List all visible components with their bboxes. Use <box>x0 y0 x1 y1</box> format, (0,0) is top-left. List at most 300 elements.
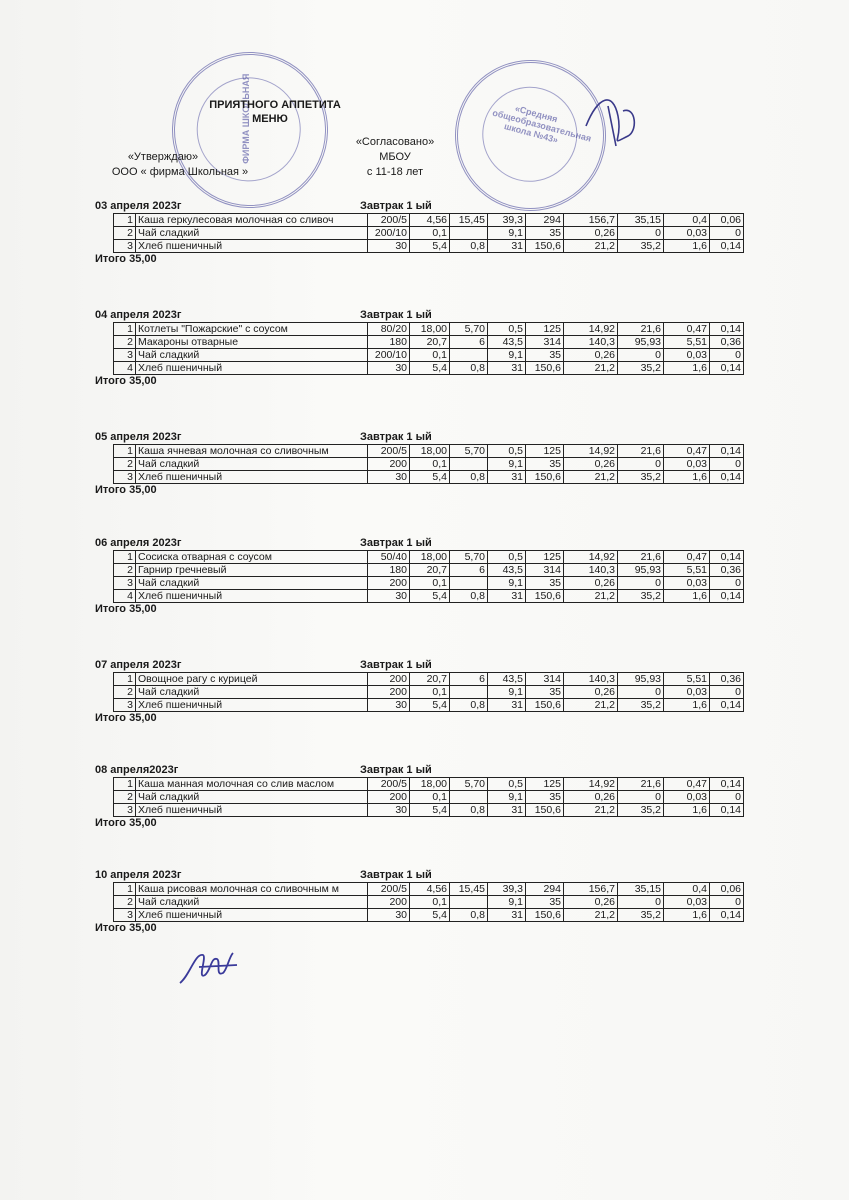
table-cell: 1,6 <box>664 471 710 484</box>
table-cell: 0,14 <box>710 909 744 922</box>
table-cell: 0 <box>710 686 744 699</box>
table-cell: 21,2 <box>564 699 618 712</box>
table-cell: 156,7 <box>564 214 618 227</box>
table-cell <box>450 349 488 362</box>
table-cell: 5,4 <box>410 240 450 253</box>
table-cell: 150,6 <box>526 362 564 375</box>
row-number: 2 <box>114 458 136 471</box>
table-row <box>114 909 744 922</box>
right-stamp-text: «Средняя общеобразовательная школа №43» <box>491 103 593 146</box>
table-row <box>114 686 744 699</box>
table-cell: 30 <box>368 590 410 603</box>
day-total: Итого 35,00 <box>95 484 157 496</box>
table-cell: 0,03 <box>664 227 710 240</box>
table-row <box>114 362 744 375</box>
table-cell: 200 <box>368 577 410 590</box>
day-total: Итого 35,00 <box>95 375 157 387</box>
day-total: Итого 35,00 <box>95 712 157 724</box>
table-row <box>114 577 744 590</box>
dish-name: Сосиска отварная с соусом <box>136 551 368 564</box>
table-cell <box>450 458 488 471</box>
table-cell: 35,2 <box>618 590 664 603</box>
table-row <box>114 699 744 712</box>
table-cell: 0,14 <box>710 240 744 253</box>
table-cell: 0,26 <box>564 227 618 240</box>
table-cell: 31 <box>488 471 526 484</box>
table-cell: 0,26 <box>564 349 618 362</box>
table-cell: 0,1 <box>410 896 450 909</box>
day-date: 05 апреля 2023г <box>95 431 182 443</box>
table-cell: 35,2 <box>618 471 664 484</box>
table-cell: 14,92 <box>564 323 618 336</box>
table-cell: 0 <box>710 896 744 909</box>
table-cell: 31 <box>488 909 526 922</box>
table-cell: 0,4 <box>664 214 710 227</box>
dish-name: Чай сладкий <box>136 896 368 909</box>
dish-name: Хлеб пшеничный <box>136 362 368 375</box>
table-row <box>114 791 744 804</box>
table-cell: 200 <box>368 673 410 686</box>
table-cell: 0,4 <box>664 883 710 896</box>
table-cell: 314 <box>526 336 564 349</box>
table-cell: 35 <box>526 349 564 362</box>
meal-label: Завтрак 1 ый <box>360 200 432 212</box>
table-cell: 21,2 <box>564 804 618 817</box>
table-cell: 200 <box>368 458 410 471</box>
row-number: 1 <box>114 214 136 227</box>
table-cell: 35,15 <box>618 883 664 896</box>
table-row <box>114 323 744 336</box>
table-cell: 35 <box>526 577 564 590</box>
table-cell: 95,93 <box>618 673 664 686</box>
menu-table <box>113 322 744 375</box>
table-cell: 5,4 <box>410 909 450 922</box>
table-cell: 15,45 <box>450 214 488 227</box>
table-cell: 31 <box>488 804 526 817</box>
table-cell: 21,2 <box>564 362 618 375</box>
table-cell: 140,3 <box>564 673 618 686</box>
table-cell: 294 <box>526 883 564 896</box>
table-cell: 39,3 <box>488 883 526 896</box>
table-cell: 14,92 <box>564 778 618 791</box>
table-cell <box>450 227 488 240</box>
row-number: 2 <box>114 686 136 699</box>
signature-bottom <box>175 945 245 990</box>
table-cell: 0,8 <box>450 804 488 817</box>
header-approved: «Утверждаю» <box>127 151 199 163</box>
table-cell: 18,00 <box>410 551 450 564</box>
menu-table <box>113 672 744 712</box>
table-cell: 30 <box>368 909 410 922</box>
row-number: 1 <box>114 883 136 896</box>
row-number: 2 <box>114 896 136 909</box>
table-cell: 9,1 <box>488 227 526 240</box>
table-cell: 0,5 <box>488 778 526 791</box>
table-cell: 314 <box>526 564 564 577</box>
table-cell: 0,14 <box>710 445 744 458</box>
table-cell: 200/5 <box>368 778 410 791</box>
dish-name: Котлеты "Пожарские" с соусом <box>136 323 368 336</box>
table-cell: 0,06 <box>710 883 744 896</box>
table-cell: 0,1 <box>410 686 450 699</box>
table-cell: 1,6 <box>664 240 710 253</box>
table-cell: 21,6 <box>618 551 664 564</box>
table-cell: 9,1 <box>488 791 526 804</box>
table-cell: 35,2 <box>618 909 664 922</box>
table-cell: 0,1 <box>410 349 450 362</box>
row-number: 1 <box>114 445 136 458</box>
table-row <box>114 673 744 686</box>
day-total: Итого 35,00 <box>95 253 157 265</box>
table-cell: 20,7 <box>410 336 450 349</box>
meal-label: Завтрак 1 ый <box>360 869 432 881</box>
row-number: 3 <box>114 471 136 484</box>
dish-name: Овощное рагу с курицей <box>136 673 368 686</box>
table-cell: 30 <box>368 804 410 817</box>
menu-table <box>113 882 744 922</box>
table-cell: 200/5 <box>368 883 410 896</box>
table-row <box>114 804 744 817</box>
table-cell: 180 <box>368 564 410 577</box>
row-number: 2 <box>114 564 136 577</box>
dish-name: Каша манная молочная со слив маслом <box>136 778 368 791</box>
table-cell: 0,03 <box>664 896 710 909</box>
table-cell: 1,6 <box>664 699 710 712</box>
table-cell: 5,70 <box>450 551 488 564</box>
row-number: 3 <box>114 804 136 817</box>
table-cell: 0,47 <box>664 323 710 336</box>
row-number: 4 <box>114 362 136 375</box>
table-cell: 0,03 <box>664 458 710 471</box>
dish-name: Хлеб пшеничный <box>136 699 368 712</box>
table-cell: 200 <box>368 896 410 909</box>
table-cell: 156,7 <box>564 883 618 896</box>
table-cell: 5,4 <box>410 471 450 484</box>
table-cell: 21,2 <box>564 471 618 484</box>
left-stamp-text: ФИРМА ШКОЛЬНАЯ <box>240 73 251 164</box>
day-total: Итого 35,00 <box>95 817 157 829</box>
table-cell: 0,8 <box>450 240 488 253</box>
table-row <box>114 445 744 458</box>
dish-name: Хлеб пшеничный <box>136 471 368 484</box>
table-cell: 200/5 <box>368 445 410 458</box>
table-cell: 0,36 <box>710 564 744 577</box>
table-cell: 5,4 <box>410 804 450 817</box>
row-number: 3 <box>114 699 136 712</box>
table-cell: 15,45 <box>450 883 488 896</box>
dish-name: Хлеб пшеничный <box>136 240 368 253</box>
table-cell: 0 <box>618 349 664 362</box>
table-cell: 31 <box>488 699 526 712</box>
table-cell: 0,26 <box>564 896 618 909</box>
table-cell: 0 <box>710 227 744 240</box>
table-row <box>114 458 744 471</box>
table-cell: 6 <box>450 564 488 577</box>
table-cell: 4,56 <box>410 214 450 227</box>
table-cell: 0,03 <box>664 349 710 362</box>
table-cell: 0,1 <box>410 577 450 590</box>
table-cell: 0 <box>618 577 664 590</box>
table-cell <box>450 791 488 804</box>
table-cell: 0 <box>618 227 664 240</box>
table-cell: 39,3 <box>488 214 526 227</box>
table-cell: 18,00 <box>410 323 450 336</box>
table-cell: 5,70 <box>450 778 488 791</box>
table-cell: 0,36 <box>710 673 744 686</box>
table-cell <box>450 896 488 909</box>
table-cell: 200 <box>368 791 410 804</box>
table-cell: 9,1 <box>488 349 526 362</box>
header-greeting: ПРИЯТНОГО АППЕТИТА <box>209 99 341 111</box>
table-cell: 1,6 <box>664 362 710 375</box>
meal-label: Завтрак 1 ый <box>360 309 432 321</box>
table-row <box>114 214 744 227</box>
day-date: 03 апреля 2023г <box>95 200 182 212</box>
row-number: 2 <box>114 791 136 804</box>
dish-name: Макароны отварные <box>136 336 368 349</box>
table-cell: 0,47 <box>664 445 710 458</box>
table-cell <box>450 577 488 590</box>
table-cell: 200/5 <box>368 214 410 227</box>
menu-table <box>113 444 744 484</box>
table-cell: 0 <box>710 349 744 362</box>
table-cell: 95,93 <box>618 564 664 577</box>
table-cell: 5,4 <box>410 699 450 712</box>
table-cell: 5,51 <box>664 336 710 349</box>
table-cell: 0 <box>710 577 744 590</box>
table-cell: 21,6 <box>618 445 664 458</box>
table-cell: 21,6 <box>618 778 664 791</box>
dish-name: Каша рисовая молочная со сливочным м <box>136 883 368 896</box>
table-cell: 6 <box>450 336 488 349</box>
table-cell: 0,14 <box>710 323 744 336</box>
day-date: 06 апреля 2023г <box>95 537 182 549</box>
row-number: 1 <box>114 778 136 791</box>
dish-name: Гарнир гречневый <box>136 564 368 577</box>
dish-name: Чай сладкий <box>136 227 368 240</box>
day-date: 08 апреля2023г <box>95 764 179 776</box>
table-row <box>114 883 744 896</box>
table-cell: 5,51 <box>664 564 710 577</box>
table-cell: 0 <box>618 896 664 909</box>
table-cell: 35 <box>526 458 564 471</box>
menu-table <box>113 777 744 817</box>
day-date: 07 апреля 2023г <box>95 659 182 671</box>
table-cell: 1,6 <box>664 909 710 922</box>
table-cell: 0,1 <box>410 227 450 240</box>
table-cell: 150,6 <box>526 699 564 712</box>
table-cell: 21,2 <box>564 590 618 603</box>
dish-name: Чай сладкий <box>136 686 368 699</box>
header-school: МБОУ <box>379 151 411 163</box>
table-cell: 30 <box>368 471 410 484</box>
table-cell: 20,7 <box>410 564 450 577</box>
table-cell: 50/40 <box>368 551 410 564</box>
table-cell: 125 <box>526 323 564 336</box>
meal-label: Завтрак 1 ый <box>360 764 432 776</box>
table-row <box>114 896 744 909</box>
table-cell: 150,6 <box>526 590 564 603</box>
table-cell: 0,8 <box>450 471 488 484</box>
table-cell: 0,03 <box>664 577 710 590</box>
table-cell: 140,3 <box>564 336 618 349</box>
table-cell: 0,5 <box>488 445 526 458</box>
table-row <box>114 590 744 603</box>
table-cell: 5,70 <box>450 445 488 458</box>
table-cell: 125 <box>526 551 564 564</box>
table-cell: 0,36 <box>710 336 744 349</box>
table-row <box>114 336 744 349</box>
table-cell: 0,8 <box>450 362 488 375</box>
table-cell: 0 <box>618 791 664 804</box>
dish-name: Чай сладкий <box>136 349 368 362</box>
table-cell: 0,14 <box>710 590 744 603</box>
table-cell: 150,6 <box>526 804 564 817</box>
dish-name: Хлеб пшеничный <box>136 590 368 603</box>
menu-table <box>113 213 744 253</box>
table-cell: 43,5 <box>488 336 526 349</box>
table-cell: 35,2 <box>618 804 664 817</box>
table-cell: 5,51 <box>664 673 710 686</box>
table-cell: 0 <box>618 458 664 471</box>
table-cell: 5,4 <box>410 590 450 603</box>
meal-label: Завтрак 1 ый <box>360 431 432 443</box>
table-cell: 80/20 <box>368 323 410 336</box>
table-row <box>114 564 744 577</box>
table-cell: 0,26 <box>564 577 618 590</box>
table-cell: 5,70 <box>450 323 488 336</box>
table-cell: 31 <box>488 590 526 603</box>
table-cell: 0,26 <box>564 458 618 471</box>
table-cell: 18,00 <box>410 778 450 791</box>
table-row <box>114 240 744 253</box>
table-cell: 0,03 <box>664 686 710 699</box>
dish-name: Каша геркулесовая молочная со сливоч <box>136 214 368 227</box>
table-cell: 4,56 <box>410 883 450 896</box>
dish-name: Чай сладкий <box>136 458 368 471</box>
table-row <box>114 551 744 564</box>
table-cell: 0,26 <box>564 686 618 699</box>
table-cell: 0 <box>710 791 744 804</box>
table-cell: 21,2 <box>564 240 618 253</box>
table-cell: 35,2 <box>618 699 664 712</box>
table-cell: 0,06 <box>710 214 744 227</box>
table-cell: 0,26 <box>564 791 618 804</box>
meal-label: Завтрак 1 ый <box>360 659 432 671</box>
table-cell: 0,14 <box>710 699 744 712</box>
table-cell: 21,2 <box>564 909 618 922</box>
menu-table <box>113 550 744 603</box>
table-cell: 0,14 <box>710 551 744 564</box>
table-cell: 0,1 <box>410 791 450 804</box>
table-cell: 35 <box>526 227 564 240</box>
table-cell: 0,47 <box>664 551 710 564</box>
table-cell: 1,6 <box>664 804 710 817</box>
table-cell: 9,1 <box>488 577 526 590</box>
row-number: 2 <box>114 227 136 240</box>
table-cell: 0,14 <box>710 362 744 375</box>
table-cell: 125 <box>526 445 564 458</box>
table-cell: 0,14 <box>710 804 744 817</box>
table-cell: 0,5 <box>488 323 526 336</box>
dish-name: Чай сладкий <box>136 577 368 590</box>
meal-label: Завтрак 1 ый <box>360 537 432 549</box>
row-number: 1 <box>114 323 136 336</box>
table-cell: 0,1 <box>410 458 450 471</box>
table-cell: 0,5 <box>488 551 526 564</box>
header-menu: МЕНЮ <box>252 113 288 125</box>
table-cell: 0,14 <box>710 778 744 791</box>
dish-name: Каша ячневая молочная со сливочным <box>136 445 368 458</box>
header-company: ООО « фирма Школьная » <box>111 166 249 178</box>
table-row <box>114 471 744 484</box>
table-cell: 31 <box>488 362 526 375</box>
table-row <box>114 227 744 240</box>
table-cell: 35 <box>526 686 564 699</box>
table-cell: 30 <box>368 362 410 375</box>
dish-name: Чай сладкий <box>136 791 368 804</box>
table-cell: 0,14 <box>710 471 744 484</box>
table-cell: 35,2 <box>618 240 664 253</box>
row-number: 1 <box>114 673 136 686</box>
table-cell: 43,5 <box>488 564 526 577</box>
table-cell: 14,92 <box>564 551 618 564</box>
table-cell: 150,6 <box>526 909 564 922</box>
table-cell: 140,3 <box>564 564 618 577</box>
table-cell: 150,6 <box>526 471 564 484</box>
table-cell: 0,03 <box>664 791 710 804</box>
dish-name: Хлеб пшеничный <box>136 804 368 817</box>
table-cell: 9,1 <box>488 458 526 471</box>
row-number: 4 <box>114 590 136 603</box>
table-cell: 18,00 <box>410 445 450 458</box>
table-cell: 200 <box>368 686 410 699</box>
table-cell: 43,5 <box>488 673 526 686</box>
table-cell: 35 <box>526 791 564 804</box>
table-cell: 6 <box>450 673 488 686</box>
dish-name: Хлеб пшеничный <box>136 909 368 922</box>
table-cell: 180 <box>368 336 410 349</box>
table-cell: 0,8 <box>450 909 488 922</box>
row-number: 3 <box>114 909 136 922</box>
signature-top <box>578 86 648 156</box>
row-number: 3 <box>114 577 136 590</box>
table-cell: 9,1 <box>488 686 526 699</box>
day-date: 04 апреля 2023г <box>95 309 182 321</box>
table-cell: 0,8 <box>450 699 488 712</box>
day-total: Итого 35,00 <box>95 603 157 615</box>
table-cell: 200/10 <box>368 349 410 362</box>
day-total: Итого 35,00 <box>95 922 157 934</box>
table-cell: 31 <box>488 240 526 253</box>
day-date: 10 апреля 2023г <box>95 869 182 881</box>
table-cell: 200/10 <box>368 227 410 240</box>
row-number: 3 <box>114 240 136 253</box>
table-cell: 125 <box>526 778 564 791</box>
row-number: 3 <box>114 349 136 362</box>
table-cell: 30 <box>368 699 410 712</box>
table-cell: 21,6 <box>618 323 664 336</box>
table-cell: 0,47 <box>664 778 710 791</box>
table-row <box>114 349 744 362</box>
table-row <box>114 778 744 791</box>
table-cell <box>450 686 488 699</box>
table-cell: 0 <box>710 458 744 471</box>
table-cell: 294 <box>526 214 564 227</box>
table-cell: 5,4 <box>410 362 450 375</box>
table-cell: 20,7 <box>410 673 450 686</box>
table-cell: 1,6 <box>664 590 710 603</box>
